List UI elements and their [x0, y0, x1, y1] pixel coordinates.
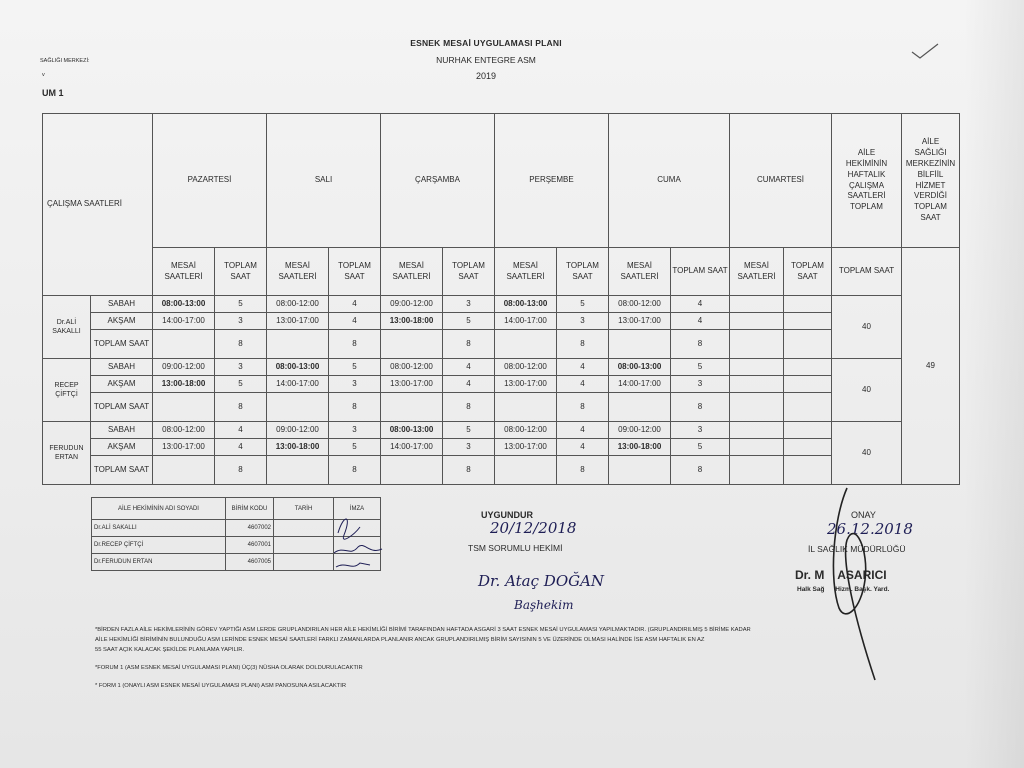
sub-header: MESAİ SAATLERİ [495, 248, 557, 296]
onay-signer-title: Halk Sağ Hizm. Başk. Yard. [797, 586, 890, 593]
shift-time: 08:00-12:00 [609, 296, 671, 313]
shift-hours: 4 [557, 422, 609, 439]
day-header: PAZARTESİ [153, 114, 267, 248]
schedule-table [42, 113, 960, 485]
kodu-header-code: BİRİM KODU [226, 498, 274, 520]
shift-time: 08:00-12:00 [381, 359, 443, 376]
schedule-row [43, 296, 960, 313]
shift-hours: 3 [329, 376, 381, 393]
shift-hours: 4 [671, 296, 730, 313]
shift-label: SABAH [91, 296, 153, 313]
shift-hours: 5 [557, 296, 609, 313]
shift-label: SABAH [91, 359, 153, 376]
empty-cell [730, 376, 784, 393]
schedule-row [43, 313, 960, 330]
day-header: SALI [267, 114, 381, 248]
sub-header: TOPLAM SAAT [832, 248, 902, 296]
shift-label: AKŞAM [91, 313, 153, 330]
empty-cell [784, 330, 832, 359]
kodu-date-cell [274, 554, 334, 571]
note-line: AİLE HEKİMLİĞİ BİRİMİNİN BULUNDUĞU ASM LERİNDE ESNEK MESAİ SAATLERİ FARKLI ZAMANLARDA PLANLANIR ANCAK GRUPLANDIRILMIŞ BİRİM SAYISININ 5 VE ÜZERİNDE OLMASI HALİNDE İSE ASM HAFTALIK EN AZ [95, 637, 705, 643]
approval-role: TSM SORUMLU HEKİMİ [468, 543, 563, 553]
kodu-doctor-name: Dr.RECEP ÇİFTÇİ [92, 537, 226, 554]
empty-cell [730, 456, 784, 485]
health-center-label: SAĞLIĞI MERKEZİ: [40, 58, 90, 64]
tsm-signature-title: Başhekim [514, 598, 574, 612]
empty-cell [730, 439, 784, 456]
shift-hours: 5 [215, 296, 267, 313]
empty-cell [609, 393, 671, 422]
approval-date: 20/12/2018 [490, 519, 577, 537]
day-total-hours: 8 [215, 456, 267, 485]
day-total-hours: 8 [443, 330, 495, 359]
sub-header: TOPLAM SAAT [671, 248, 730, 296]
weekly-total-value: 40 [832, 422, 902, 485]
schedule-row [43, 439, 960, 456]
shift-time: 08:00-13:00 [381, 422, 443, 439]
empty-cell [784, 393, 832, 422]
note-line: *FORUM 1 (ASM ESNEK MESAİ UYGULAMASI PLANI) ÜÇ(3) NÜSHA OLARAK DOLDURULACAKTIR [95, 665, 363, 671]
shift-time: 13:00-18:00 [381, 313, 443, 330]
shift-time: 14:00-17:00 [267, 376, 329, 393]
empty-cell [730, 393, 784, 422]
empty-cell [495, 393, 557, 422]
sheet-shadow [964, 0, 1024, 768]
shift-label: AKŞAM [91, 376, 153, 393]
sub-header: TOPLAM SAAT [329, 248, 381, 296]
institution-name: NURHAK ENTEGRE ASM [436, 55, 536, 65]
shift-time: 13:00-18:00 [267, 439, 329, 456]
schedule-row [43, 456, 960, 485]
shift-hours: 3 [215, 313, 267, 330]
empty-cell [730, 422, 784, 439]
day-total-hours: 8 [215, 330, 267, 359]
schedule-row [43, 376, 960, 393]
day-total-hours: 8 [671, 456, 730, 485]
shift-label: AKŞAM [91, 439, 153, 456]
empty-cell [267, 456, 329, 485]
doctor-name: Dr.ALİ SAKALLI [43, 296, 91, 359]
shift-hours: 4 [329, 296, 381, 313]
schedule-row [43, 359, 960, 376]
schedule-row [43, 330, 960, 359]
shift-hours: 5 [671, 439, 730, 456]
plan-year: 2019 [475, 71, 497, 81]
shift-hours: 3 [671, 422, 730, 439]
shift-hours: 3 [443, 296, 495, 313]
kodu-header-signature: İMZA [334, 498, 381, 520]
sub-header: MESAİ SAATLERİ [730, 248, 784, 296]
onay-label: ONAY [851, 510, 876, 520]
shift-hours: 3 [671, 376, 730, 393]
header-mark: v [42, 72, 45, 78]
empty-cell [609, 330, 671, 359]
sub-header: TOPLAM SAAT [443, 248, 495, 296]
shift-time: 14:00-17:00 [495, 313, 557, 330]
empty-cell [784, 313, 832, 330]
shift-hours: 5 [443, 313, 495, 330]
empty-cell [495, 330, 557, 359]
empty-cell [730, 313, 784, 330]
sub-header: MESAİ SAATLERİ [267, 248, 329, 296]
empty-cell [730, 296, 784, 313]
shift-hours: 3 [557, 313, 609, 330]
kodu-unit-code: 4607002 [226, 520, 274, 537]
shift-time: 14:00-17:00 [381, 439, 443, 456]
empty-cell [784, 422, 832, 439]
shift-hours: 4 [671, 313, 730, 330]
shift-hours: 3 [329, 422, 381, 439]
empty-cell [609, 456, 671, 485]
schedule-row [43, 422, 960, 439]
shift-hours: 5 [671, 359, 730, 376]
onay-signer-name: Dr. M ASARICI [795, 568, 887, 582]
shift-time: 13:00-17:00 [495, 439, 557, 456]
sub-header: TOPLAM SAAT [215, 248, 267, 296]
shift-time: 08:00-13:00 [267, 359, 329, 376]
day-total-hours: 8 [671, 393, 730, 422]
note-line: 55 SAAT AÇIK KALACAK ŞEKİLDE PLANLAMA YAPILIR. [95, 647, 245, 653]
empty-cell [784, 439, 832, 456]
shift-hours: 4 [215, 422, 267, 439]
empty-cell [153, 330, 215, 359]
shift-hours: 4 [557, 359, 609, 376]
doctor-name: FERUDUN ERTAN [43, 422, 91, 485]
day-total-hours: 8 [329, 456, 381, 485]
empty-cell [381, 456, 443, 485]
shift-hours: 5 [329, 359, 381, 376]
day-header: CUMARTESİ [730, 114, 832, 248]
shift-time: 13:00-17:00 [495, 376, 557, 393]
weekly-total-value: 40 [832, 296, 902, 359]
day-total-hours: 8 [215, 393, 267, 422]
shift-time: 09:00-12:00 [381, 296, 443, 313]
empty-cell [381, 330, 443, 359]
schedule-row [43, 393, 960, 422]
day-total-hours: 8 [329, 330, 381, 359]
note-line: * FORM 1 (ONAYLI ASM ESNEK MESAİ UYGULAMASI PLANI) ASM PANOSUNA ASILACAKTIR [95, 683, 347, 689]
asm-total-value: 49 [902, 248, 960, 485]
sub-header: MESAİ SAATLERİ [153, 248, 215, 296]
shift-label: TOPLAM SAAT [91, 393, 153, 422]
day-total-hours: 8 [329, 393, 381, 422]
check-mark-icon [910, 40, 940, 62]
shift-time: 09:00-12:00 [609, 422, 671, 439]
kodu-doctor-name: Dr.ALİ SAKALLI [92, 520, 226, 537]
shift-time: 09:00-12:00 [153, 359, 215, 376]
empty-cell [495, 456, 557, 485]
shift-time: 09:00-12:00 [267, 422, 329, 439]
empty-cell [381, 393, 443, 422]
doctor-signatures-icon [330, 505, 390, 575]
onay-signature-icon [825, 480, 895, 690]
sub-header: TOPLAM SAAT [557, 248, 609, 296]
doctor-name: RECEP ÇİFTÇİ [43, 359, 91, 422]
shift-hours: 3 [215, 359, 267, 376]
shift-time: 14:00-17:00 [609, 376, 671, 393]
shift-label: SABAH [91, 422, 153, 439]
tsm-signature: Dr. Ataç DOĞAN [478, 572, 605, 590]
kodu-header-date: TARİH [274, 498, 334, 520]
shift-hours: 4 [443, 359, 495, 376]
empty-cell [784, 296, 832, 313]
shift-hours: 5 [329, 439, 381, 456]
empty-cell [730, 330, 784, 359]
shift-time: 08:00-12:00 [153, 422, 215, 439]
asm-total-header: AİLE SAĞLIĞI MERKEZİNİN BİLFİİL HİZMET VERDİĞİ TOPLAM SAAT [902, 114, 960, 248]
day-total-hours: 8 [557, 330, 609, 359]
shift-time: 08:00-12:00 [495, 359, 557, 376]
kodu-doctor-name: Dr.FERUDUN ERTAN [92, 554, 226, 571]
note-line: *BİRDEN FAZLA AİLE HEKİMLERİNİN GÖREV YAPTIĞI ASM LERDE GRUPLANDIRILAN HER AİLE HEKİMLİĞİ BİRİMİ TARAFINDAN HAFTADA ASGARİ 3 SAAT ESNEK MESAİ UYGULAMASI YAPILMAKTADIR. (GRUPLANDIRILMIŞ 5 BİRİME KADAR [95, 627, 751, 633]
kodu-date-cell [274, 520, 334, 537]
day-header: ÇARŞAMBA [381, 114, 495, 248]
sub-header: MESAİ SAATLERİ [609, 248, 671, 296]
day-total-hours: 8 [443, 393, 495, 422]
section-label: ÇALIŞMA SAATLERİ [43, 114, 153, 296]
shift-time: 13:00-18:00 [153, 376, 215, 393]
kodu-header-name: AİLE HEKİMİNİN ADI SOYADI [92, 498, 226, 520]
empty-cell [153, 456, 215, 485]
shift-time: 14:00-17:00 [153, 313, 215, 330]
weekly-total-header: AİLE HEKİMİNİN HAFTALIK ÇALIŞMA SAATLERİ TOPLAM [832, 114, 902, 248]
sub-header: TOPLAM SAAT [784, 248, 832, 296]
shift-hours: 3 [443, 439, 495, 456]
shift-time: 08:00-13:00 [609, 359, 671, 376]
weekly-total-value: 40 [832, 359, 902, 422]
kodu-unit-code: 4607005 [226, 554, 274, 571]
day-header: PERŞEMBE [495, 114, 609, 248]
empty-cell [784, 376, 832, 393]
day-total-hours: 8 [443, 456, 495, 485]
day-total-hours: 8 [557, 393, 609, 422]
empty-cell [267, 393, 329, 422]
approval-label: UYGUNDUR [481, 510, 534, 520]
onay-date: 26.12.2018 [827, 520, 913, 538]
empty-cell [153, 393, 215, 422]
document-title: ESNEK MESAİ UYGULAMASI PLANI [410, 38, 562, 48]
shift-hours: 4 [557, 439, 609, 456]
shift-hours: 4 [215, 439, 267, 456]
shift-label: TOPLAM SAAT [91, 456, 153, 485]
shift-time: 08:00-12:00 [495, 422, 557, 439]
shift-time: 08:00-13:00 [495, 296, 557, 313]
empty-cell [267, 330, 329, 359]
shift-time: 08:00-12:00 [267, 296, 329, 313]
day-header: CUMA [609, 114, 730, 248]
form-number: UM 1 [42, 88, 64, 98]
day-total-hours: 8 [557, 456, 609, 485]
shift-time: 13:00-18:00 [609, 439, 671, 456]
shift-time: 13:00-17:00 [153, 439, 215, 456]
shift-hours: 5 [443, 422, 495, 439]
shift-time: 13:00-17:00 [267, 313, 329, 330]
day-total-hours: 8 [671, 330, 730, 359]
shift-hours: 4 [443, 376, 495, 393]
onay-role: İL SAĞLIK MÜDÜRLÜĞÜ [808, 544, 906, 554]
empty-cell [784, 359, 832, 376]
sub-header: MESAİ SAATLERİ [381, 248, 443, 296]
shift-hours: 5 [215, 376, 267, 393]
shift-time: 08:00-13:00 [153, 296, 215, 313]
kodu-date-cell [274, 537, 334, 554]
shift-time: 13:00-17:00 [609, 313, 671, 330]
shift-hours: 4 [557, 376, 609, 393]
shift-hours: 4 [329, 313, 381, 330]
kodu-unit-code: 4607001 [226, 537, 274, 554]
shift-label: TOPLAM SAAT [91, 330, 153, 359]
empty-cell [730, 359, 784, 376]
shift-time: 13:00-17:00 [381, 376, 443, 393]
